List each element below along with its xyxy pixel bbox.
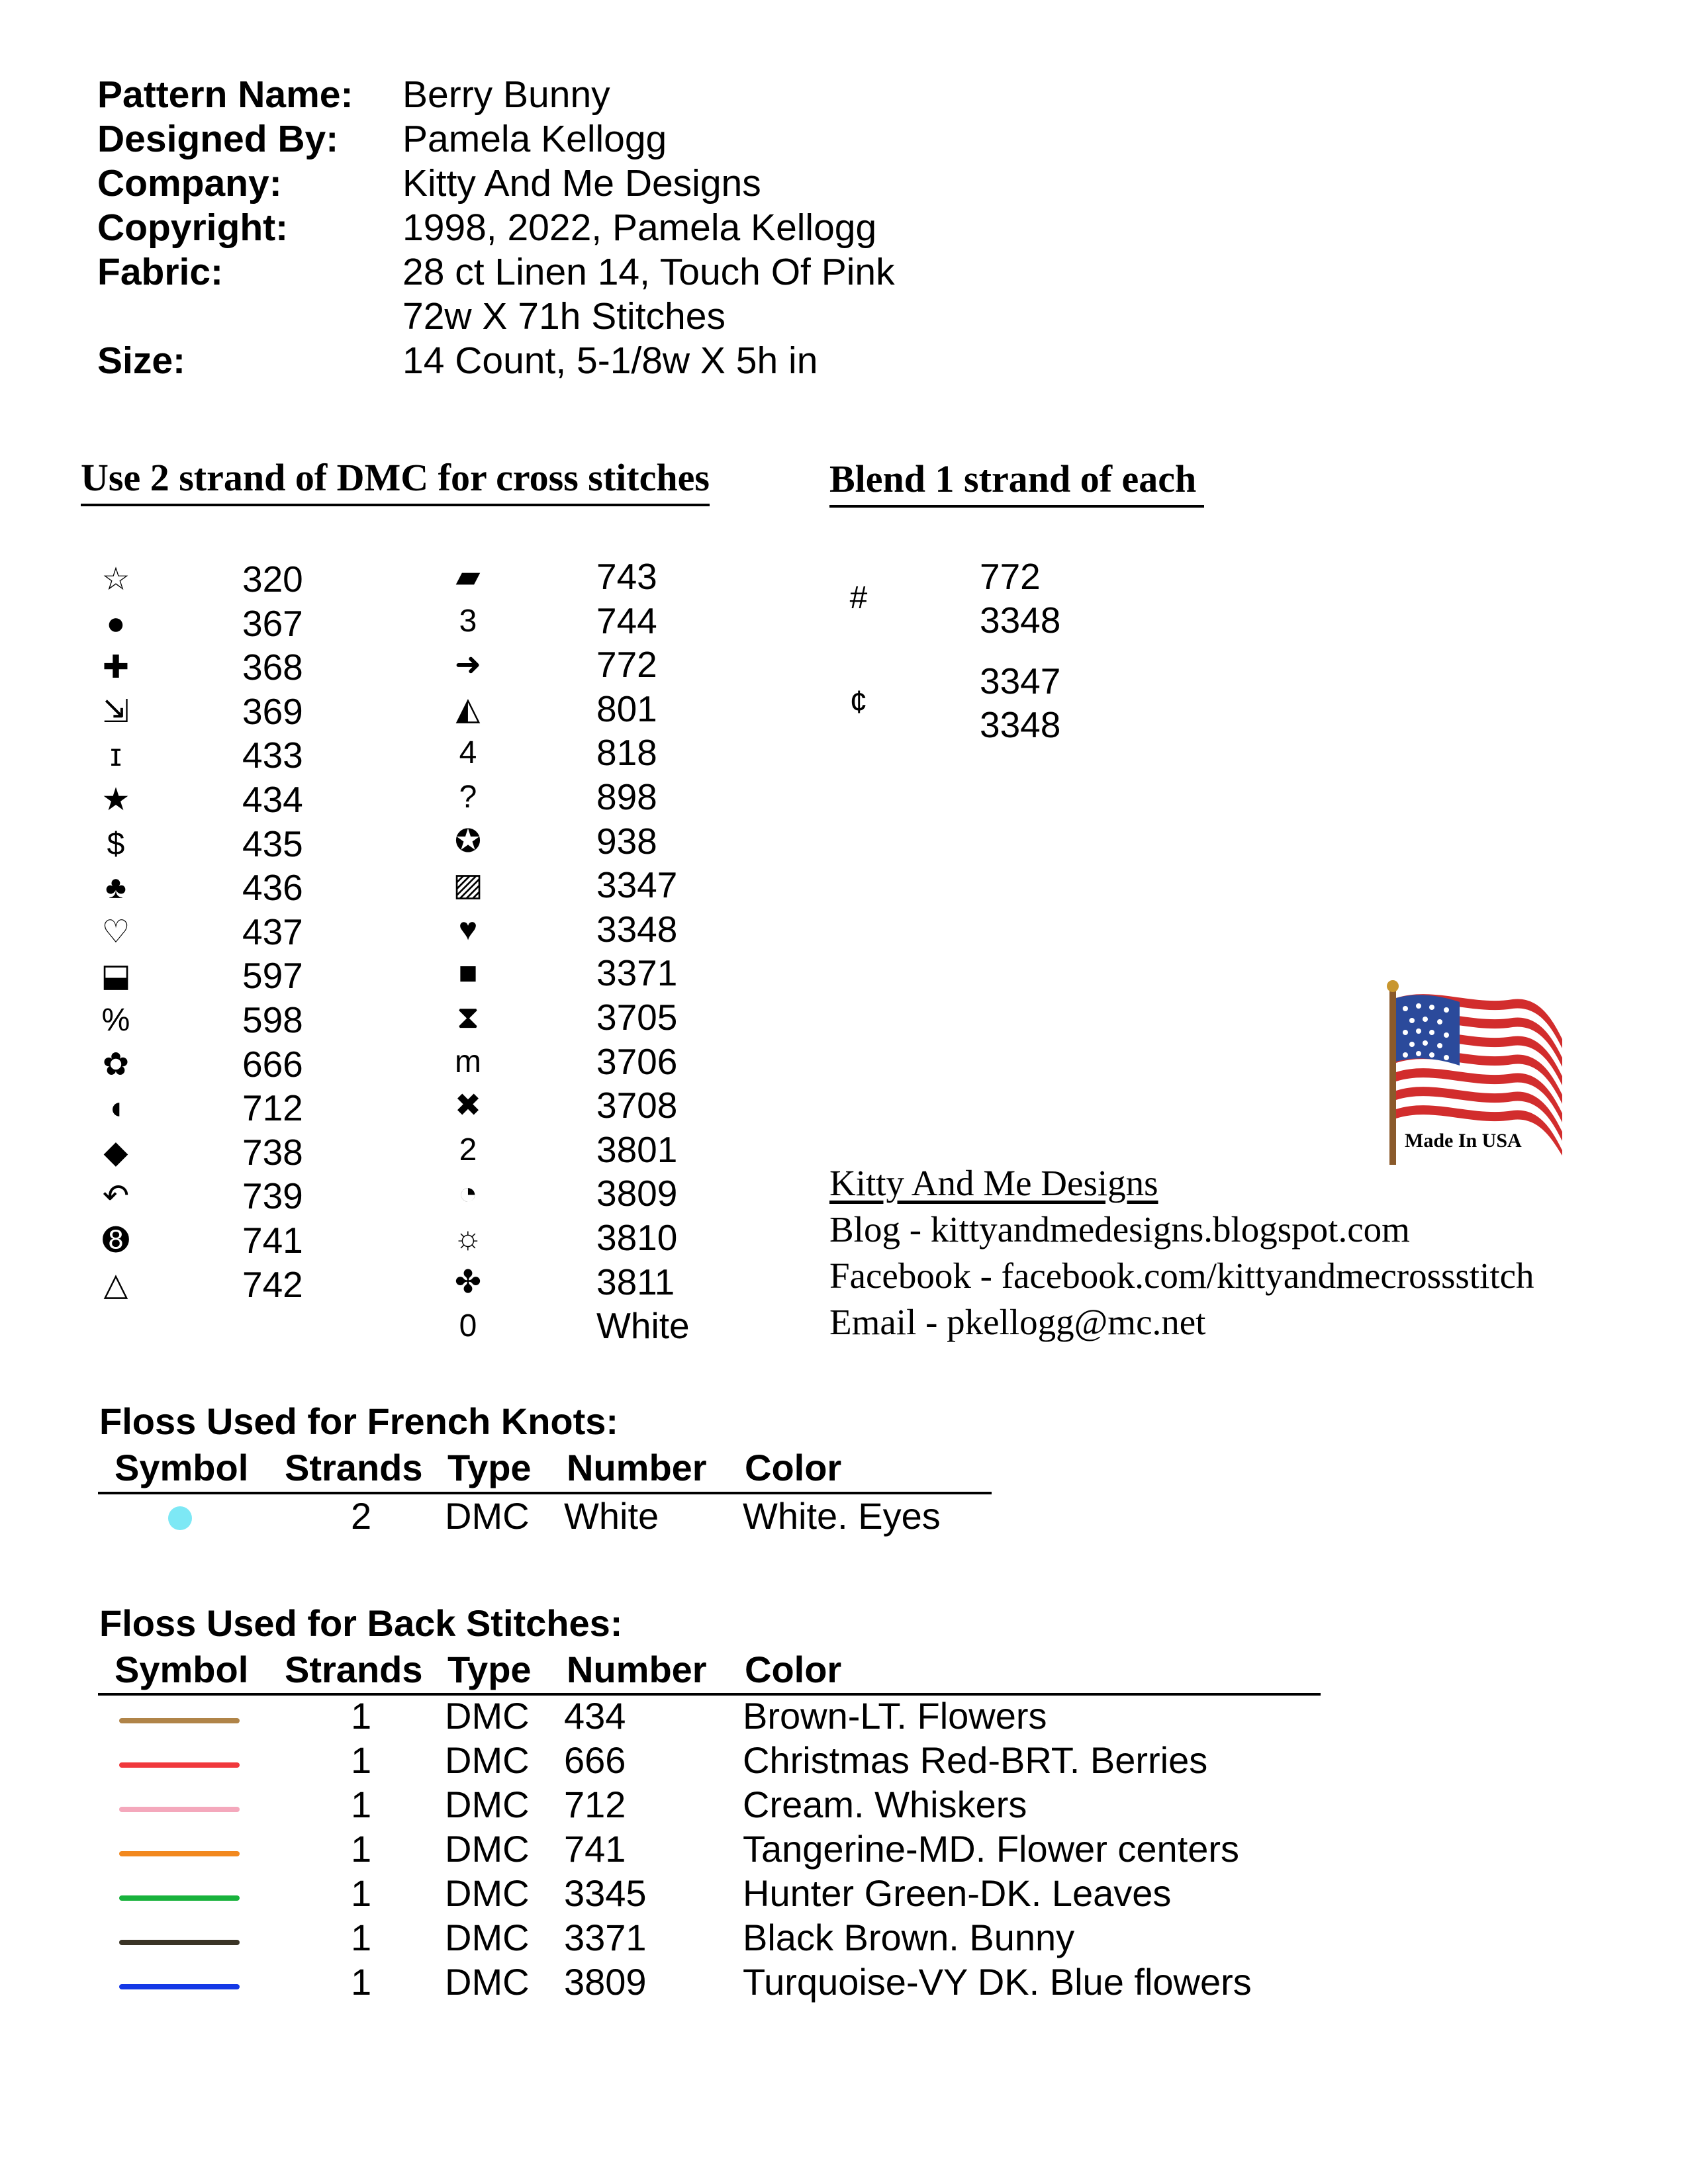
designer-value: Pamela Kellogg	[402, 118, 667, 160]
floss-number: 598	[242, 999, 303, 1040]
two-icon: 2	[459, 1132, 477, 1167]
header-number: Number	[567, 1649, 707, 1690]
circled-star-icon: ✪	[454, 823, 482, 859]
floss-number: 435	[242, 823, 303, 864]
blend-floss-number: 3348	[980, 704, 1061, 745]
floss-number: 437	[242, 911, 303, 952]
back-stitch-line-icon	[119, 1807, 240, 1812]
stitch-count-value: 72w X 71h Stitches	[402, 295, 726, 338]
header-symbol: Symbol	[115, 1649, 249, 1690]
floss-number: 741	[242, 1220, 303, 1261]
flag-caption: Made In USA	[1405, 1130, 1522, 1152]
open-triangle-icon: △	[103, 1267, 128, 1302]
header-color: Color	[745, 1649, 842, 1690]
header-type: Type	[447, 1649, 532, 1690]
blend-floss-number: 3348	[980, 600, 1061, 641]
filled-circle-icon: ●	[106, 606, 126, 641]
sun-icon: ☼	[453, 1220, 483, 1255]
contact-facebook[interactable]: Facebook - facebook.com/kittyandmecrossstitch	[829, 1255, 1534, 1296]
size-value: 14 Count, 5-1/8w X 5h in	[402, 340, 818, 382]
row-type: DMC	[445, 1739, 530, 1781]
hash-icon: #	[849, 580, 868, 615]
row-color: Turquoise-VY DK. Blue flowers	[743, 1961, 1252, 2003]
company-value: Kitty And Me Designs	[402, 162, 761, 205]
floss-number: 436	[242, 867, 303, 909]
back-stitch-line-icon	[119, 1940, 240, 1945]
size-label: Size:	[97, 340, 186, 382]
row-strands: 1	[351, 1784, 372, 1825]
filled-heart-icon: ♥	[458, 911, 478, 947]
back-stitch-line-icon	[119, 1718, 240, 1723]
row-type: DMC	[445, 1828, 530, 1870]
floss-number: 3809	[596, 1173, 678, 1214]
x-mark-icon: ✖	[454, 1088, 482, 1124]
pinwheel-icon: ✤	[454, 1264, 482, 1300]
row-color: White. Eyes	[743, 1495, 941, 1537]
designed-by-label: Designed By:	[97, 118, 339, 160]
arrow-down-right-icon: ⇲	[102, 694, 130, 729]
floss-number: 666	[242, 1043, 303, 1085]
cent-icon: ¢	[849, 685, 868, 720]
blend-floss-number: 3347	[980, 660, 1061, 702]
header-symbol: Symbol	[115, 1447, 249, 1488]
blend-floss-number: 772	[980, 556, 1041, 597]
floss-number: 3801	[596, 1128, 678, 1170]
fabric-value: 28 ct Linen 14, Touch Of Pink	[402, 251, 895, 293]
row-color: Christmas Red-BRT. Berries	[743, 1739, 1208, 1781]
header-strands: Strands	[285, 1447, 423, 1488]
floss-number: 801	[596, 688, 657, 729]
row-number: 741	[564, 1828, 626, 1870]
hourglass-icon: ⧗	[457, 1000, 479, 1035]
row-color: Black Brown. Bunny	[743, 1917, 1075, 1958]
row-strands: 1	[351, 1828, 372, 1870]
pattern-name-label: Pattern Name:	[97, 73, 353, 116]
row-number: White	[564, 1495, 659, 1537]
back-stitch-line-icon	[119, 1984, 240, 1989]
filled-square-icon: ■	[458, 956, 478, 991]
row-type: DMC	[445, 1784, 530, 1825]
row-color: Brown-LT. Flowers	[743, 1695, 1047, 1737]
header-number: Number	[567, 1447, 707, 1488]
floss-number: 938	[596, 820, 657, 862]
cross-stitch-heading: Use 2 strand of DMC for cross stitches	[81, 455, 710, 506]
floss-number: 368	[242, 647, 303, 688]
floss-number: White	[596, 1305, 690, 1347]
floss-number: 3811	[596, 1261, 675, 1302]
back-stitches-rule	[98, 1693, 1321, 1696]
back-stitch-line-icon	[119, 1895, 240, 1901]
row-number: 712	[564, 1784, 626, 1825]
row-color: Tangerine-MD. Flower centers	[743, 1828, 1240, 1870]
row-type: DMC	[445, 1495, 530, 1537]
row-strands: 1	[351, 1872, 372, 1914]
filled-star-icon: ★	[101, 782, 130, 817]
nested-triangle-icon: ◭	[455, 691, 481, 727]
circled-eight-icon: ➑	[102, 1223, 130, 1258]
company-label: Company:	[97, 162, 282, 205]
floss-number: 597	[242, 955, 303, 997]
floss-number: 367	[242, 602, 303, 644]
floss-number: 818	[596, 732, 657, 774]
row-color: Hunter Green-DK. Leaves	[743, 1872, 1172, 1914]
open-heart-icon: ♡	[101, 914, 130, 950]
row-strands: 1	[351, 1917, 372, 1958]
copyright-label: Copyright:	[97, 206, 289, 249]
blend-heading: Blend 1 strand of each	[829, 457, 1204, 508]
floss-number: 320	[242, 559, 303, 600]
floss-number: 433	[242, 735, 303, 776]
row-type: DMC	[445, 1695, 530, 1737]
four-icon: 4	[459, 735, 477, 771]
hatched-square-icon: ▨	[453, 868, 483, 903]
return-arrow-icon: ↶	[102, 1179, 130, 1214]
row-strands: 1	[351, 1695, 372, 1737]
row-strands: 1	[351, 1739, 372, 1781]
floss-number: 772	[596, 644, 657, 686]
question-icon: ?	[459, 780, 477, 815]
dollar-icon: $	[107, 826, 125, 862]
row-number: 666	[564, 1739, 626, 1781]
row-number: 434	[564, 1695, 626, 1737]
floss-number: 898	[596, 776, 657, 817]
zero-icon: 0	[459, 1308, 477, 1344]
copyright-value: 1998, 2022, Pamela Kellogg	[402, 206, 877, 249]
row-number: 3345	[564, 1872, 647, 1914]
floss-number: 3706	[596, 1040, 678, 1082]
row-strands: 2	[351, 1495, 372, 1537]
percent-icon: %	[101, 1003, 130, 1038]
floss-number: 369	[242, 690, 303, 732]
french-knot-dot-icon	[168, 1506, 192, 1530]
i-beam-icon: ɪ	[110, 738, 122, 774]
open-star-icon: ☆	[101, 562, 130, 597]
flower-icon: ✿	[102, 1046, 130, 1082]
pattern-name-value: Berry Bunny	[402, 73, 610, 116]
contact-email[interactable]: Email - pkellogg@mc.net	[829, 1302, 1206, 1342]
floss-number: 743	[596, 556, 657, 597]
right-arrow-icon: ➜	[454, 647, 482, 683]
back-stitches-title: Floss Used for Back Stitches:	[99, 1602, 623, 1644]
floss-number: 3371	[596, 952, 678, 994]
m-icon: m	[455, 1044, 481, 1079]
floss-number: 3347	[596, 864, 678, 906]
floss-number: 739	[242, 1175, 303, 1217]
row-type: DMC	[445, 1917, 530, 1958]
row-type: DMC	[445, 1961, 530, 2003]
floss-number: 3348	[596, 908, 678, 950]
floss-number: 3810	[596, 1217, 678, 1258]
pill-icon: ▰	[455, 559, 481, 594]
three-icon: 3	[459, 603, 477, 639]
fabric-label: Fabric:	[97, 251, 224, 293]
club-icon: ♣	[105, 870, 126, 906]
crescent-icon: ◖	[106, 1091, 126, 1126]
row-type: DMC	[445, 1872, 530, 1914]
floss-number: 712	[242, 1087, 303, 1129]
header-type: Type	[447, 1447, 532, 1488]
row-strands: 1	[351, 1961, 372, 2003]
quarter-circle-icon: ◔	[458, 1176, 478, 1212]
floss-number: 3708	[596, 1085, 678, 1126]
header-strands: Strands	[285, 1649, 423, 1690]
floss-number: 434	[242, 779, 303, 820]
plus-icon: ✚	[102, 650, 130, 686]
contact-blog[interactable]: Blog - kittyandmedesigns.blogspot.com	[829, 1209, 1410, 1250]
floss-number: 742	[242, 1263, 303, 1305]
back-stitch-line-icon	[119, 1762, 240, 1768]
french-knots-title: Floss Used for French Knots:	[99, 1400, 619, 1442]
back-stitch-line-icon	[119, 1851, 240, 1856]
half-filled-square-icon: ⬓	[101, 958, 131, 994]
diamond-icon: ◆	[103, 1134, 128, 1170]
row-number: 3371	[564, 1917, 647, 1958]
contact-company: Kitty And Me Designs	[829, 1163, 1158, 1203]
floss-number: 744	[596, 600, 657, 641]
floss-number: 3705	[596, 997, 678, 1038]
row-number: 3809	[564, 1961, 647, 2003]
header-color: Color	[745, 1447, 842, 1488]
floss-number: 738	[242, 1131, 303, 1173]
row-color: Cream. Whiskers	[743, 1784, 1027, 1825]
